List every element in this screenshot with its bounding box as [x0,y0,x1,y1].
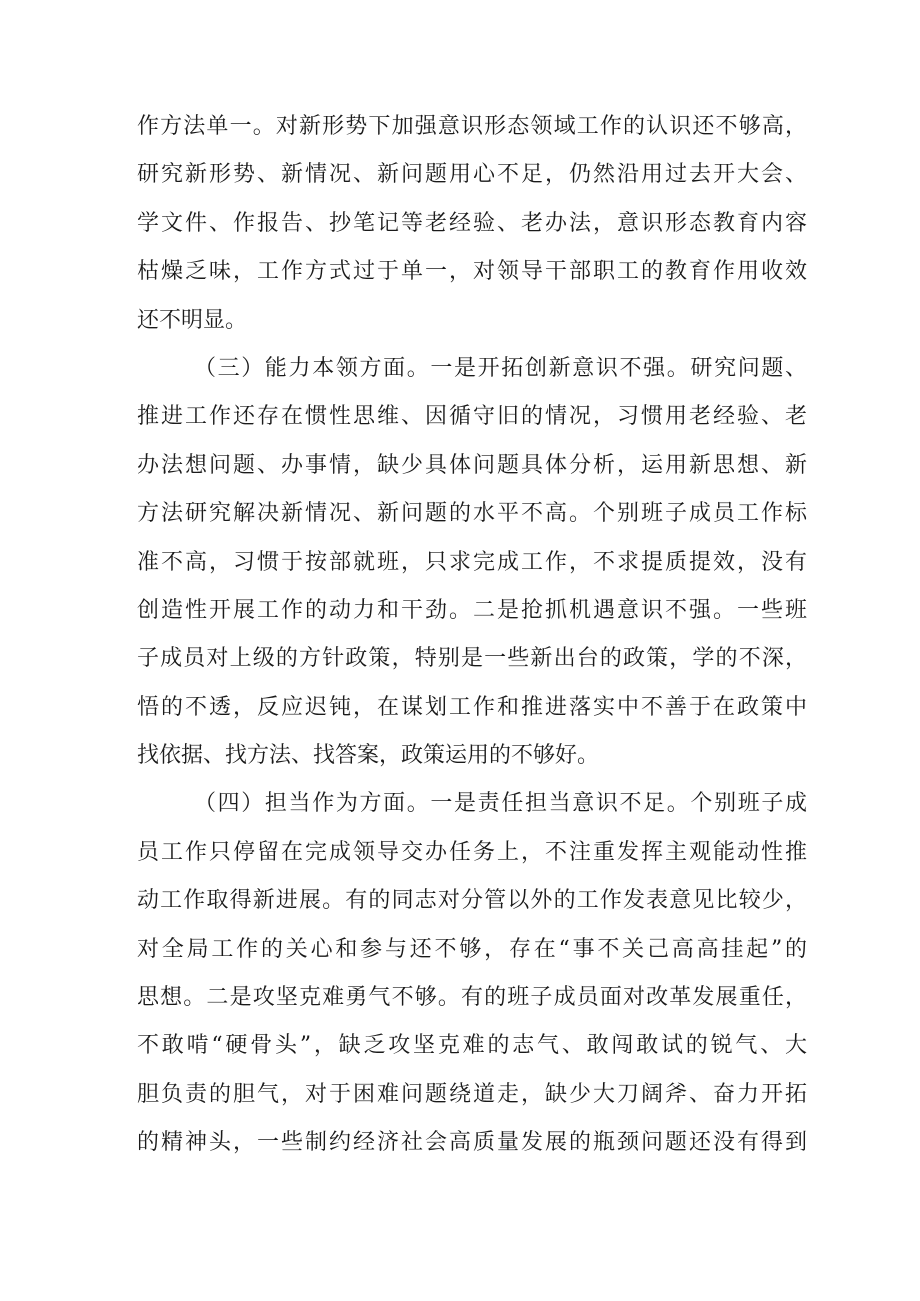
text-line: 悟的不透，反应迟钝，在谋划工作和推进落实中不善于在政策中 [137,694,807,720]
section-heading-line: （三）能力本领方面。一是开拓创新意识不强。研究问题、 [194,355,807,381]
text-line: 员工作只停留在完成领导交办任务上，不注重发挥主观能动性推 [137,839,807,865]
text-line: 办法想问题、办事情，缺少具体问题具体分析，运用新思想、新 [137,452,807,478]
text-line: 作方法单一。对新形势下加强意识形态领域工作的认识还不够高， [137,114,807,139]
text-line: 找依据、找方法、找答案，政策运用的不够好。 [137,743,600,769]
text-line: 胆负责的胆气，对于困难问题绕道走，缺少大刀阔斧、奋力开拓 [137,1081,807,1107]
text-line: 创造性开展工作的动力和干劲。二是抢抓机遇意识不强。一些班 [137,597,807,623]
text-line: 不敢啃“硬骨头”，缺乏攻坚克难的志气、敢闯敢试的锐气、大 [137,1033,807,1059]
text-line: 还不明显。 [137,307,248,333]
text-line: 推进工作还存在惯性思维、因循守旧的情况，习惯用老经验、老 [137,404,807,430]
text-line: 动工作取得新进展。有的同志对分管以外的工作发表意见比较少， [137,888,807,914]
text-line: 准不高，习惯于按部就班，只求完成工作，不求提质提效，没有 [137,549,807,575]
text-line: 研究新形势、新情况、新问题用心不足，仍然沿用过去开大会、 [137,162,807,188]
text-line: 学文件、作报告、抄笔记等老经验、老办法，意识形态教育内容 [137,210,807,236]
text-line: 对全局工作的关心和参与还不够，存在“事不关己高高挂起”的 [137,936,807,962]
document-body [137,103,807,1168]
section-heading-line: （四）担当作为方面。一是责任担当意识不足。个别班子成 [194,791,807,817]
text-line: 思想。二是攻坚克难勇气不够。有的班子成员面对改革发展重任， [137,985,807,1011]
text-line: 枯燥乏味，工作方式过于单一，对领导干部职工的教育作用收效 [137,259,807,285]
text-line: 子成员对上级的方针政策，特别是一些新出台的政策，学的不深， [137,646,807,672]
text-line: 的精神头，一些制约经济社会高质量发展的瓶颈问题还没有得到 [137,1130,807,1156]
text-line: 方法研究解决新情况、新问题的水平不高。个别班子成员工作标 [137,501,807,527]
